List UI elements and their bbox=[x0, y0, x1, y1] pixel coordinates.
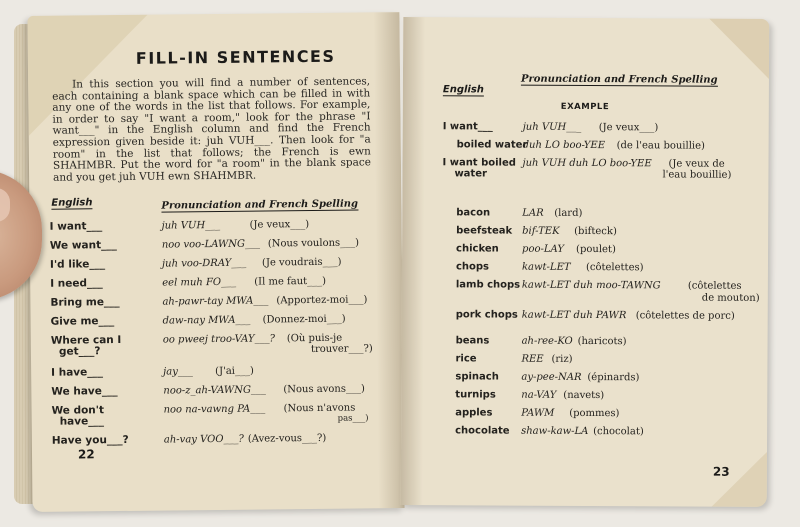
phrase-row: Where can I get___? oo pweej troo-VAY___? (Où puis-je trouver___?) bbox=[50, 332, 373, 358]
vocab-row: chocolate shaw-kaw-LA (chocolat) bbox=[455, 425, 644, 438]
left-page bbox=[27, 12, 404, 512]
phrase-row: Bring me___ ah-pawr-tay MWA___ (Apportez-moi___) bbox=[50, 294, 368, 309]
thumbnail-highlight bbox=[0, 188, 10, 222]
vocab-row: apples PAWM (pommes) bbox=[455, 407, 620, 420]
column-header-pronunciation: Pronunciation and French Spelling bbox=[520, 73, 718, 86]
vocab-row: beans ah-ree-KO (haricots) bbox=[455, 335, 627, 348]
phrase-row: I'd like___ juh voo-DRAY___ (Je voudrais___) bbox=[49, 256, 342, 271]
phrase-row: We don't have___ noo na-vawng PA___ (Nous n'avons pas___) bbox=[51, 402, 369, 428]
page-number-left: 22 bbox=[77, 447, 95, 462]
example-row: I want___ juh VUH___ (Je veux___) bbox=[442, 121, 659, 134]
vocab-row: turnips na-VAY (navets) bbox=[455, 389, 605, 402]
example-label: EXAMPLE bbox=[560, 101, 610, 113]
intro-paragraph: In this section you will find a number of sentences, each containing a blank space which can be filled in with any one of the words in the list that follows. For example, in order to say "I want a room," look for the phrase "I want___" in the English column and find the French expression given beside it: juh VUH___. Then look for "a room" in the list that follows; the French is ewn SHAHMBR. Put the word for "a room" in the blank space and you get juh VUH ewn SHAHMBR. bbox=[52, 75, 372, 184]
worn-corner bbox=[709, 19, 769, 79]
column-header-english: English bbox=[51, 197, 93, 209]
phrase-row: I have___ jay___ (J'ai___) bbox=[51, 365, 254, 379]
phrase-row: Have you___? ah-vay VOO___? (Avez-vous___?) bbox=[51, 432, 327, 447]
vocab-row: lamb chops kawt-LET duh moo-TAWNG (côtelettes de mouton) bbox=[455, 279, 760, 304]
vocab-row: chops kawt-LET (côtelettes) bbox=[455, 261, 644, 274]
page-title: FILL-IN SENTENCES bbox=[135, 46, 336, 68]
page-number-right: 23 bbox=[712, 464, 730, 479]
column-header-pronunciation: Pronunciation and French Spelling bbox=[161, 198, 359, 212]
phrase-row: I need___ eel muh FO___ (Il me faut___) bbox=[50, 275, 327, 290]
vocab-row: bacon LAR (lard) bbox=[456, 207, 583, 219]
phrase-row: Give me___ daw-nay MWA___ (Donnez-moi___) bbox=[50, 313, 346, 328]
column-header-english: English bbox=[442, 84, 484, 96]
vocab-row: pork chops kawt-LET duh PAWR (côtelettes de porc) bbox=[455, 309, 735, 322]
example-row: I want boiled water juh VUH duh LO boo-YEE (Je veux de l'eau bouillie) bbox=[442, 157, 732, 181]
example-row: boiled water duh LO boo-YEE (de l'eau bouillie) bbox=[456, 139, 705, 152]
phrase-row: I want___ juh VUH___ (Je veux___) bbox=[49, 219, 310, 233]
phrase-row: We want___ noo voo-LAWNG___ (Nous voulons___) bbox=[49, 237, 360, 252]
phrase-row: We have___ noo-z_ah-VAWNG___ (Nous avons___) bbox=[51, 383, 365, 398]
vocab-row: rice REE (riz) bbox=[455, 353, 573, 365]
right-page bbox=[401, 17, 770, 507]
vocab-row: beefsteak bif-TEK (bifteck) bbox=[456, 225, 617, 238]
worn-corner bbox=[712, 452, 767, 507]
vocab-row: spinach ay-pee-NAR (épinards) bbox=[455, 371, 640, 384]
vocab-row: chicken poo-LAY (poulet) bbox=[456, 243, 616, 256]
